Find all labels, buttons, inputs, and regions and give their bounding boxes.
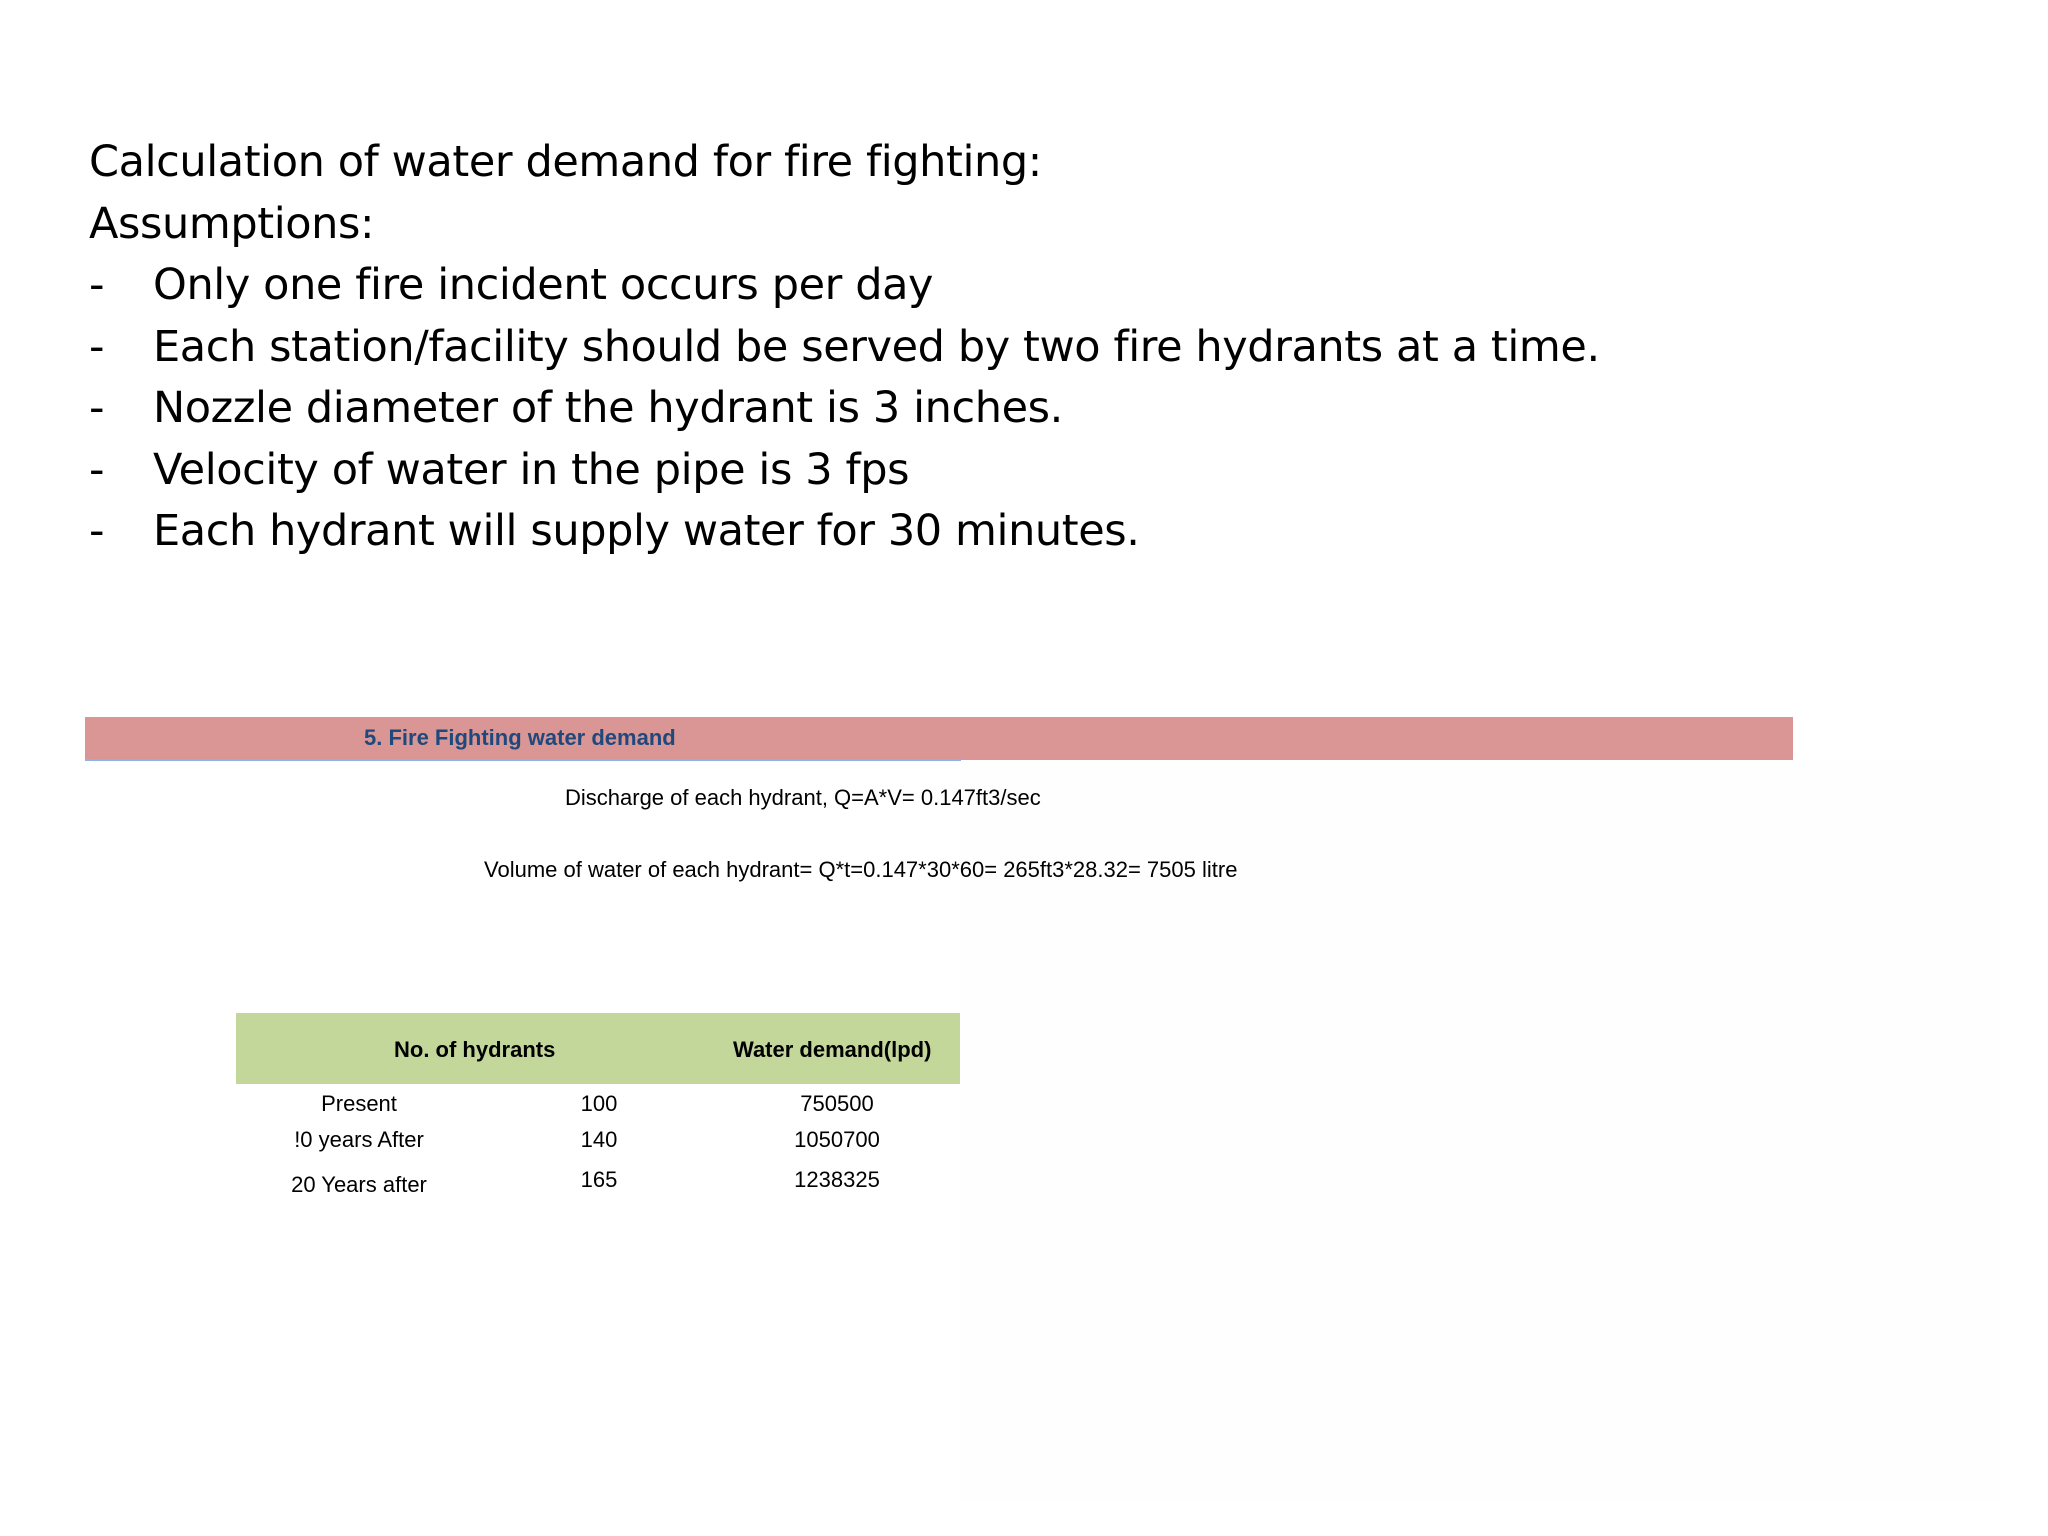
volume-formula: Volume of water of each hydrant= Q*t=0.147*30*60= 265ft3*28.32= 7505 litre	[484, 857, 1238, 882]
bullet-text: Each station/facility should be served by two fire hydrants at a time.	[153, 321, 1600, 372]
bullet-dash: -	[89, 260, 105, 310]
assumptions-heading: Assumptions:	[89, 198, 375, 249]
section-title: 5. Fire Fighting water demand	[364, 725, 676, 750]
bullet-text: Nozzle diameter of the hydrant is 3 inches.	[153, 383, 1063, 433]
bullet-dash: -	[89, 321, 105, 372]
bullet-text: Each hydrant will supply water for 30 minutes.	[153, 506, 1140, 556]
bullet-text: Velocity of water in the pipe is 3 fps	[153, 444, 910, 495]
bullet-item	[89, 255, 1989, 317]
row-hydrants-present: 100	[580, 1091, 618, 1116]
assumptions-text-block	[89, 132, 1989, 563]
bullet-text: Only one fire incident occurs per day	[153, 260, 934, 310]
bullet-dash: -	[89, 444, 105, 495]
bullet-item	[89, 378, 1989, 440]
bullet-item	[89, 501, 1989, 563]
row-demand-20-years: 1238325	[794, 1167, 880, 1192]
column-header-demand: Water demand(lpd)	[733, 1037, 932, 1062]
row-label-present: Present	[321, 1091, 397, 1116]
bullet-dash: -	[89, 506, 105, 556]
bullet-item	[89, 317, 1989, 379]
row-label-20-years: 20 Years after	[291, 1172, 427, 1197]
row-demand-present: 750500	[800, 1091, 874, 1116]
bullet-item	[89, 440, 1989, 502]
section-header-underline	[85, 759, 961, 761]
section-header-band	[85, 717, 1793, 760]
bullet-dash: -	[89, 383, 105, 433]
row-label-10-years: !0 years After	[294, 1127, 424, 1152]
column-header-hydrants: No. of hydrants	[394, 1037, 556, 1062]
discharge-formula: Discharge of each hydrant, Q=A*V= 0.147ft3/sec	[565, 785, 1041, 810]
row-hydrants-20-years: 165	[580, 1167, 618, 1192]
row-hydrants-10-years: 140	[580, 1127, 618, 1152]
row-demand-10-years: 1050700	[794, 1127, 880, 1152]
slide-title: Calculation of water demand for fire fighting:	[89, 137, 1042, 187]
